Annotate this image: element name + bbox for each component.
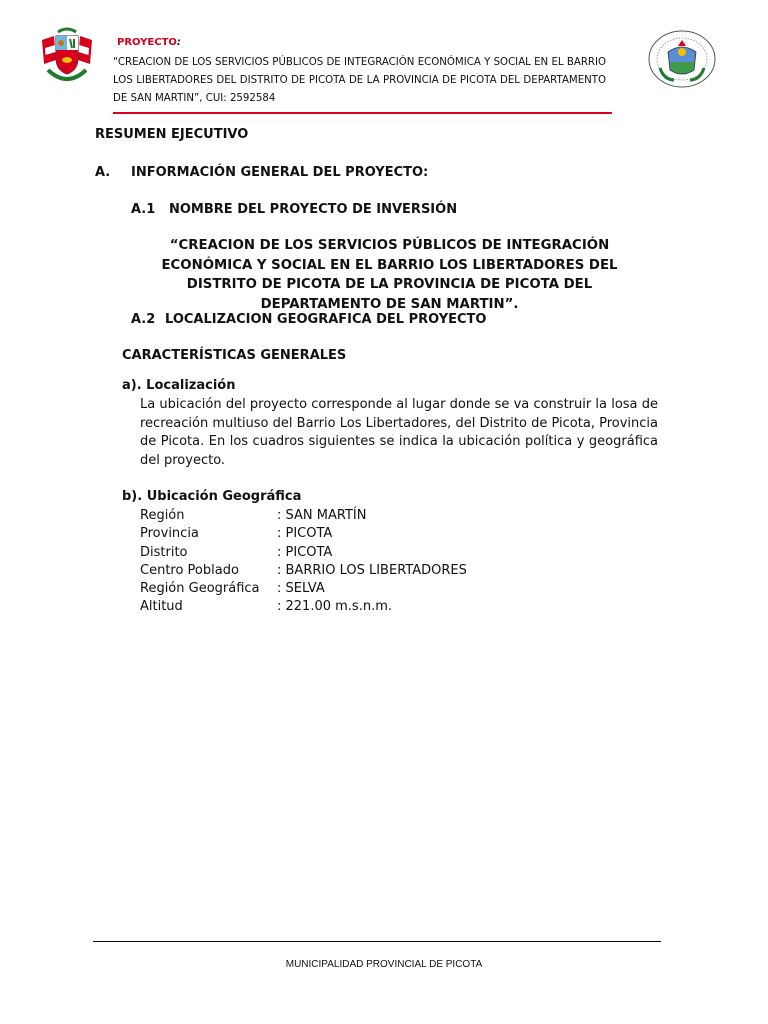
section-a-number: A. (95, 165, 111, 180)
project-description: “CREACION DE LOS SERVICIOS PÚBLICOS DE INTEGRACIÓN ECONÓMICA Y SOCIAL EN EL BARRIO LOS LIBERTADORES DEL DISTRITO DE PICOTA DE LA PROVINCIA DE PICOTA DEL DEPARTAMENTO DE SAN MARTIN”, CUI: 2592584 (113, 57, 606, 104)
section-a2-number: A.2 (131, 312, 156, 327)
ubicacion-row (140, 507, 467, 525)
localizacion-heading: a). Localización (122, 378, 236, 393)
ubicacion-value: : SAN MARTÍN (277, 508, 367, 523)
ubicacion-value: : PICOTA (277, 544, 333, 560)
section-a-title: INFORMACIÓN GENERAL DEL PROYECTO: (131, 165, 429, 180)
footer-text: MUNICIPALIDAD PROVINCIAL DE PICOTA (285, 959, 483, 970)
ubicacion-key: Provincia (140, 526, 199, 542)
section-a1-number: A.1 (131, 202, 156, 217)
project-title: “CREACION DE LOS SERVICIOS PÚBLICOS DE INTEGRACIÓN ECONÓMICA Y SOCIAL EN EL BARRIO LOS LIBERTADORES DEL DISTRITO DE PICOTA DE LA PROVINCIA DE PICOTA DEL DEPARTAMENTO DE SAN MARTIN”. (161, 238, 618, 312)
ubicacion-row (140, 525, 467, 543)
ubicacion-value: : PICOTA (277, 526, 333, 542)
ubicacion-key: Región Geográfica (140, 581, 260, 597)
footer-divider (93, 941, 661, 942)
section-a2-title: LOCALIZACION GEOGRAFICA DEL PROYECTO (165, 312, 487, 327)
picota-municipal-seal-icon (648, 30, 716, 88)
ubicacion-key: Región (140, 508, 185, 523)
resumen-heading: RESUMEN EJECUTIVO (95, 127, 249, 142)
header-divider (113, 112, 612, 114)
ubicacion-table (140, 507, 467, 617)
ubicacion-row (140, 562, 467, 580)
ubicacion-key: Altitud (140, 599, 183, 615)
ubicacion-row (140, 598, 467, 616)
project-label: PROYECTO: (117, 37, 181, 48)
ubicacion-key: Centro Poblado (140, 562, 239, 578)
ubicacion-key: Distrito (140, 544, 188, 560)
ubicacion-value: : 221.00 m.s.n.m. (277, 599, 393, 615)
caracteristicas-heading: CARACTERÍSTICAS GENERALES (122, 348, 347, 363)
peru-coat-of-arms-icon (38, 26, 96, 88)
section-a1-title: NOMBRE DEL PROYECTO DE INVERSIÓN (169, 202, 458, 217)
ubicacion-row (140, 580, 467, 598)
localizacion-paragraph: La ubicación del proyecto corresponde al lugar donde se va construir la losa de recreación multiuso del Barrio Los Libertadores, del Distrito de Picota, Provincia de Picota. En los cuadros siguientes se indica la ubicación política y geográfica del proyecto. (140, 397, 658, 468)
ubicacion-value: : SELVA (277, 581, 325, 597)
ubicacion-row (140, 544, 467, 562)
ubicacion-value: : BARRIO LOS LIBERTADORES (277, 562, 467, 578)
ubicacion-heading: b). Ubicación Geográfica (122, 489, 302, 504)
